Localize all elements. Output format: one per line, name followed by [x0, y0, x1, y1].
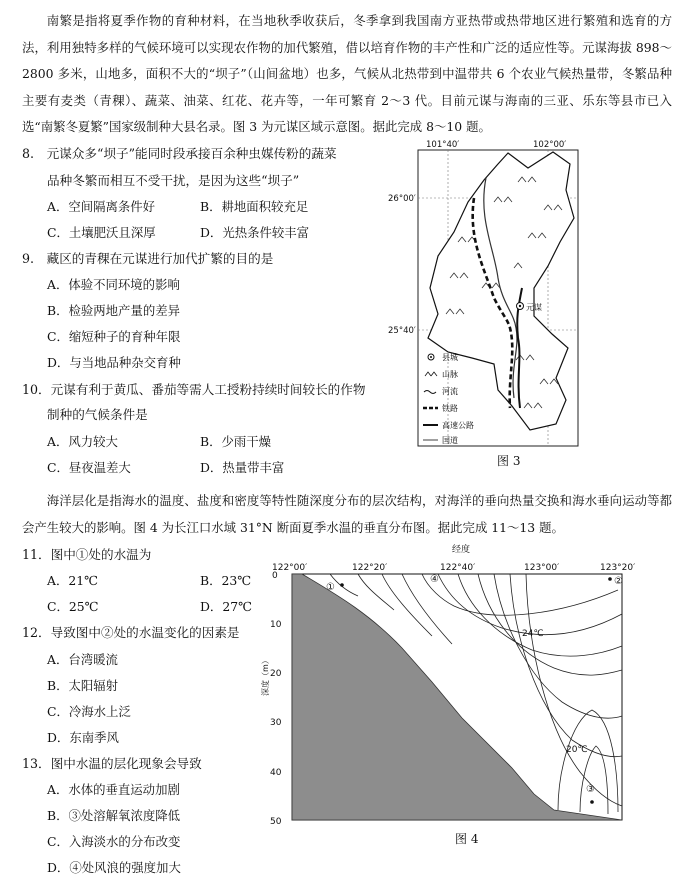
lon-tick-2: 122°40′	[440, 563, 476, 573]
q8-stem-2: 品种冬繁而相互不受干扰，是因为这些“坝子”	[47, 173, 300, 188]
svg-text:县城: 县城	[442, 353, 458, 362]
q10-option-d[interactable]: D．热量带丰富	[200, 460, 285, 475]
depth-axis-label: 深度（m）	[261, 656, 270, 696]
lon-tick-4: 123°20′	[600, 563, 636, 573]
lon-axis-title: 经度	[452, 545, 471, 555]
q11-option-b[interactable]: B．23℃	[200, 573, 252, 588]
marker-1: ①	[326, 582, 335, 593]
q11-option-a[interactable]: A．21℃	[47, 573, 98, 588]
q8-stem-1: 8. 元谋众多“坝子”能同时段承接百余种虫媒传粉的蔬菜	[22, 146, 337, 161]
svg-text:山脉: 山脉	[442, 370, 458, 379]
depth-tick-10: 10	[270, 620, 282, 630]
q11-option-c[interactable]: C．25℃	[47, 599, 99, 614]
isotherm-20-label: 20℃	[566, 745, 588, 755]
q13-option-d[interactable]: D．④处风浪的强度加大	[47, 860, 181, 875]
town-label: 元谋	[526, 303, 542, 312]
lat-label-1: 26°00′	[388, 194, 416, 204]
lat-label-2: 25°40′	[388, 326, 416, 336]
q11-option-d[interactable]: D．27℃	[200, 599, 252, 614]
lon-tick-3: 123°00′	[524, 563, 560, 573]
q8-option-c[interactable]: C．土壤肥沃且深厚	[47, 225, 156, 240]
figure-3-map	[388, 138, 593, 458]
lon-label-1: 101°40′	[426, 140, 460, 150]
q12-option-b[interactable]: B．太阳辐射	[47, 678, 119, 693]
svg-text:高速公路: 高速公路	[442, 421, 474, 430]
q12-option-c[interactable]: C．冷海水上泛	[47, 704, 131, 719]
q12-option-d[interactable]: D．东南季风	[47, 730, 119, 745]
svg-text:国道: 国道	[442, 436, 458, 445]
q13-option-b[interactable]: B．③处溶解氧浓度降低	[47, 808, 181, 823]
figure-4-caption: 图 4	[455, 832, 479, 846]
depth-tick-30: 30	[270, 718, 282, 728]
figure-3-caption: 图 3	[497, 454, 521, 468]
q10-option-c[interactable]: C．昼夜温差大	[47, 460, 131, 475]
passage-1: 南繁是指将夏季作物的育种材料，在当地秋季收获后，冬季拿到我国南方亚热带或热带地区进行繁殖和选育的方法，利用独特多样的气候环境可以实现农作物的加代繁殖，借以培育作物的丰产性和广泛的适应性等。元谋海拔 898～2800 多米，山地多，面积不大的“坝子”（山间盆地）也多，气候从北热带到中温带共 6 个农业气候热量带，冬繁品种主要有麦类（青稞）、蔬菜、油菜、红花、花卉等，一年可繁育 2～3 代。目前元谋与海南的三亚、乐东等县市已入选“南繁冬夏繁”国家级制种大县名录。图 3 为元谋区域示意图。据此完成 8～10 题。	[22, 13, 672, 134]
q10-stem-2: 制种的气候条件是	[47, 407, 148, 422]
q13-option-a[interactable]: A．水体的垂直运动加剧	[47, 782, 180, 797]
q10-stem-1: 10．元谋有利于黄瓜、番茄等需人工授粉持续时间较长的作物	[22, 382, 366, 397]
q8-option-a[interactable]: A．空间隔离条件好	[47, 199, 156, 214]
passage-2: 海洋层化是指海水的温度、盐度和密度等特性随深度分布的层次结构，对海洋的垂向热量交换和海水垂向运动等都会产生较大的影响。图 4 为长江口水域 31°N 断面夏季水温的垂直分布图。据此完成 11～13 题。	[22, 493, 672, 535]
svg-text:河流: 河流	[442, 387, 458, 396]
q12-stem: 12．导致图中②处的水温变化的因素是	[22, 625, 240, 640]
q13-option-c[interactable]: C．入海淡水的分布改变	[47, 834, 181, 849]
q8-option-b[interactable]: B．耕地面积较充足	[200, 199, 309, 214]
q8-option-d[interactable]: D．光热条件较丰富	[200, 225, 310, 240]
isotherm-24-label: 24℃	[522, 629, 544, 639]
depth-tick-50: 50	[270, 817, 282, 827]
q11-stem: 11．图中①处的水温为	[22, 547, 152, 562]
q10-option-a[interactable]: A．风力较大	[47, 434, 118, 449]
lon-label-2: 102°00′	[533, 140, 567, 150]
lon-tick-0: 122°00′	[272, 563, 308, 573]
q10-option-b[interactable]: B．少雨干燥	[200, 434, 272, 449]
q13-stem: 13．图中水温的层化现象会导致	[22, 756, 202, 771]
lon-tick-1: 122°20′	[352, 563, 388, 573]
figure-4-section	[262, 540, 647, 830]
q9-option-b[interactable]: B．检验两地产量的差异	[47, 303, 181, 318]
depth-tick-0: 0	[272, 571, 278, 581]
marker-4: ④	[430, 574, 439, 585]
q9-option-d[interactable]: D．与当地品种杂交育种	[47, 355, 181, 370]
depth-tick-40: 40	[270, 768, 282, 778]
marker-3: ③	[586, 784, 595, 795]
svg-text:铁路: 铁路	[442, 404, 458, 413]
depth-tick-20: 20	[270, 669, 282, 679]
marker-2: ②	[614, 576, 623, 587]
q9-option-c[interactable]: C．缩短种子的育种年限	[47, 329, 181, 344]
q9-option-a[interactable]: A．体验不同环境的影响	[47, 277, 180, 292]
q9-stem: 9. 藏区的青稞在元谋进行加代扩繁的目的是	[22, 251, 274, 266]
q12-option-a[interactable]: A．台湾暖流	[47, 652, 118, 667]
